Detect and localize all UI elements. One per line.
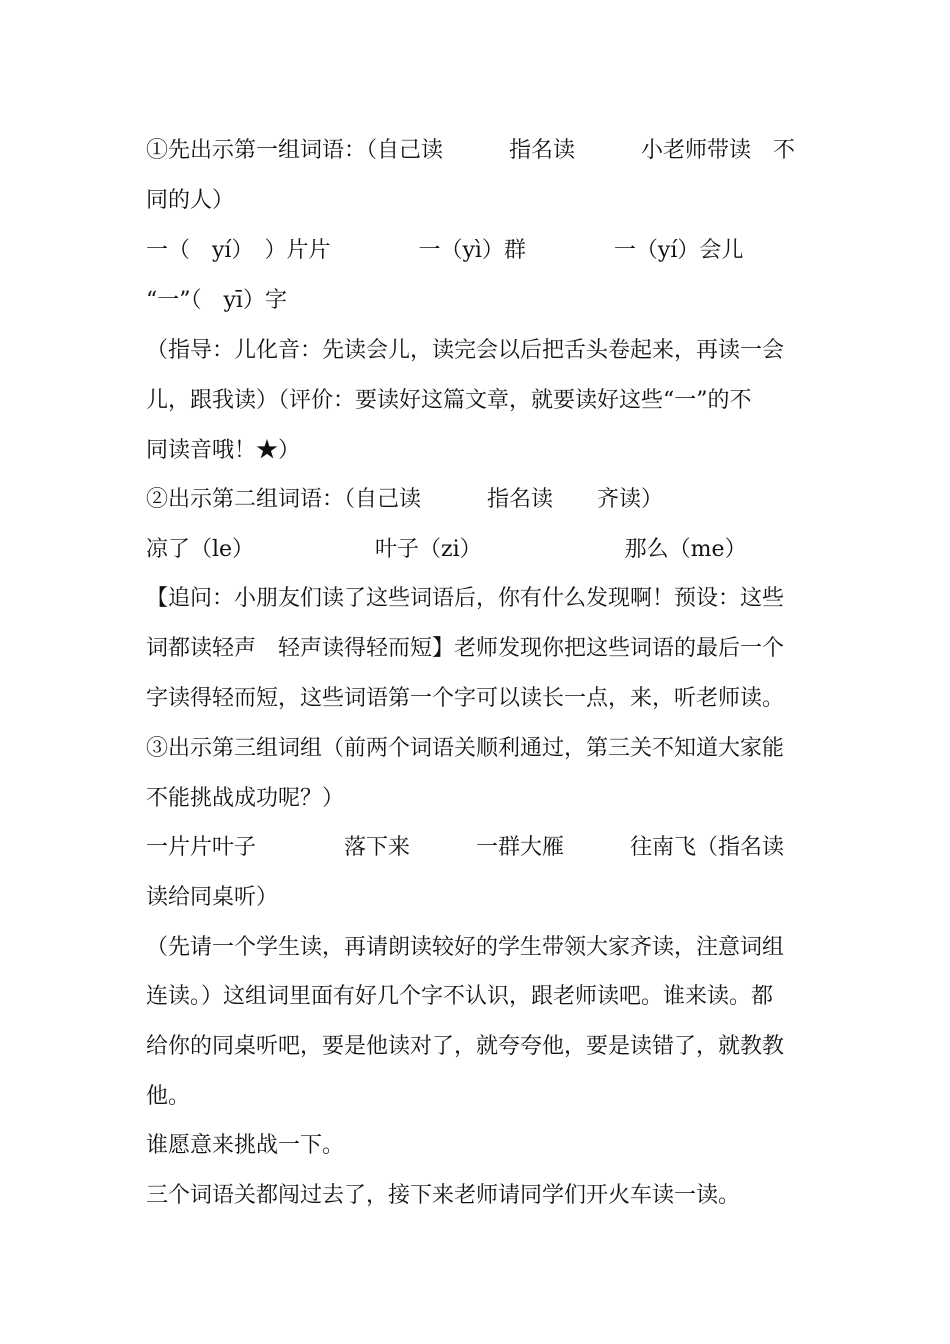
text-line: 连读。）这组词里面有好几个字不认识，跟老师读吧。谁来读。都 xyxy=(146,984,774,1009)
text-line: （先请一个学生读，再请朗读较好的学生带领大家齐读，注意词组 xyxy=(146,935,785,960)
text-line: 儿，跟我读）（评价：要读好这篇文章，就要读好这些“一”的不 xyxy=(146,388,752,413)
text-line: 一（ yí） ）片片 一（yì）群 一（yí）会儿 xyxy=(146,238,744,263)
text-line: 谁愿意来挑战一下。 xyxy=(146,1133,345,1158)
text-line: “一”（ yī）字 xyxy=(146,288,287,313)
text-line: 读给同桌听） xyxy=(146,885,279,910)
text-line: ①先出示第一组词语：（自己读 指名读 小老师带读 不 xyxy=(146,138,796,163)
text-line: 同读音哦！★） xyxy=(146,438,301,463)
text-line: ③出示第三组词组（前两个词语关顺利通过，第三关不知道大家能 xyxy=(146,736,785,761)
text-line: 不能挑战成功呢？） xyxy=(146,786,345,811)
text-line: 凉了（le） 叶子（zi） 那么（me） xyxy=(146,537,747,562)
text-line: 一片片叶子 落下来 一群大雁 往南飞（指名读 xyxy=(146,835,785,860)
text-line: 三个词语关都闯过去了，接下来老师请同学们开火车读一读。 xyxy=(146,1183,741,1208)
text-line: ②出示第二组词语：（自己读 指名读 齐读） xyxy=(146,487,664,512)
text-line: 给你的同桌听吧，要是他读对了，就夸夸他，要是读错了，就教教 xyxy=(146,1034,785,1059)
text-line: 【追问：小朋友们读了这些词语后，你有什么发现啊！预设：这些 xyxy=(146,586,785,611)
text-line: 词都读轻声 轻声读得轻而短】老师发现你把这些词语的最后一个 xyxy=(146,636,785,661)
text-line: 字读得轻而短，这些词语第一个字可以读长一点，来，听老师读。 xyxy=(146,686,785,711)
text-line: （指导：儿化音：先读会儿，读完会以后把舌头卷起来，再读一会 xyxy=(146,338,785,363)
text-line: 他。 xyxy=(146,1084,191,1109)
text-line: 同的人） xyxy=(146,188,235,213)
